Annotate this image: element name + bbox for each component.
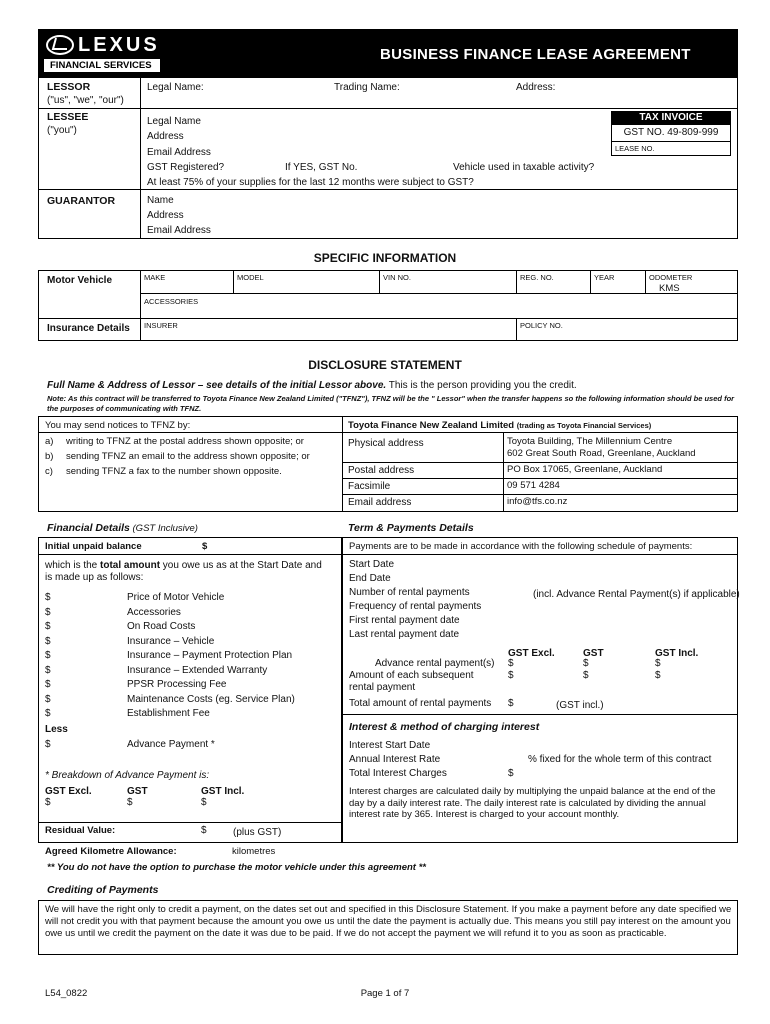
- lessee-label: LESSEE: [47, 111, 89, 123]
- specific-heading: SPECIFIC INFORMATION: [313, 251, 457, 265]
- guarantor-address[interactable]: Address: [147, 210, 184, 221]
- financial-services-text: FINANCIAL SERVICES: [50, 60, 152, 71]
- item-dollar-field[interactable]: $: [45, 592, 51, 603]
- each-subsequent-1: Amount of each subsequent: [349, 670, 474, 681]
- residual-dollar[interactable]: $: [201, 825, 207, 836]
- vin-field[interactable]: VIN NO.: [383, 273, 411, 282]
- lessee-sub: ("you"): [47, 125, 77, 136]
- num-payments[interactable]: Number of rental payments: [349, 587, 470, 598]
- lessee-supplies-question[interactable]: At least 75% of your supplies for the last 12 months were subject to GST?: [147, 177, 474, 188]
- lessor-trading-name[interactable]: Trading Name:: [334, 82, 400, 93]
- odometer-field[interactable]: ODOMETER: [649, 273, 693, 282]
- policy-field[interactable]: POLICY NO.: [520, 321, 563, 330]
- no-purchase-option: ** You do not have the option to purchase the motor vehicle under this agreement **: [47, 862, 427, 873]
- total-amount-desc: [45, 560, 322, 571]
- disclosure-heading: DISCLOSURE STATEMENT: [308, 358, 462, 372]
- each-subsequent-2: rental payment: [349, 682, 416, 693]
- guarantor-name[interactable]: Name: [147, 195, 174, 206]
- lessee-legal-name[interactable]: Legal Name: [147, 116, 201, 127]
- notice-item: writing to TFNZ at the postal address shown opposite; or: [66, 436, 304, 447]
- financial-item-label: On Road Costs: [127, 621, 196, 632]
- advance-dollar[interactable]: $: [45, 739, 51, 750]
- bd-gst-excl-dollar[interactable]: $: [45, 797, 51, 808]
- notice-key: a): [45, 436, 54, 447]
- subsequent-incl-dollar[interactable]: $: [655, 670, 661, 681]
- lessee-gst-registered[interactable]: GST Registered?: [147, 162, 225, 173]
- crediting-heading: Crediting of Payments: [47, 884, 159, 896]
- parties-box: [38, 77, 738, 239]
- item-dollar-field[interactable]: $: [45, 693, 51, 705]
- lessee-email[interactable]: Email Address: [147, 147, 211, 158]
- financial-item-label: Insurance – Payment Protection Plan: [127, 650, 293, 661]
- tfnz-name-line: [348, 420, 651, 431]
- notices-title: You may send notices to TFNZ by:: [45, 420, 191, 431]
- document-title: BUSINESS FINANCE LEASE AGREEMENT: [380, 46, 691, 63]
- notice-key: b): [45, 451, 54, 462]
- tfnz-note: Note: As this contract will be transferred to Toyota Finance New Zealand Limited ("TFNZ"), TFNZ will be the " Lessor" when the transfer happens so the following information should be used for the purposes of communicating with TFNZ.: [47, 394, 735, 413]
- lessor-disclosure-rest: This is the person providing you the credit.: [386, 380, 577, 391]
- financial-heading: Financial Details: [47, 522, 130, 534]
- financial-services-label: [44, 59, 160, 72]
- financial-item-label: Insurance – Vehicle: [127, 635, 215, 647]
- fax-number: 09 571 4284: [507, 480, 560, 491]
- bd-gst-dollar[interactable]: $: [127, 797, 133, 808]
- last-payment-date[interactable]: Last rental payment date: [349, 629, 460, 640]
- tfnz-name: Toyota Finance New Zealand Limited: [348, 420, 515, 431]
- make-field[interactable]: MAKE: [144, 273, 166, 282]
- initial-unpaid-dollar[interactable]: $: [202, 541, 208, 552]
- item-dollar-field[interactable]: $: [45, 679, 51, 690]
- advance-rental-label: Advance rental payment(s): [375, 658, 495, 669]
- advance-gst-dollar[interactable]: $: [583, 658, 589, 669]
- item-dollar-field[interactable]: $: [45, 664, 51, 676]
- postal-label: Postal address: [348, 465, 415, 476]
- email-label: Email address: [348, 497, 412, 508]
- km-allowance-label: Agreed Kilometre Allowance:: [45, 846, 177, 857]
- lessee-gst-no[interactable]: If YES, GST No.: [285, 162, 358, 173]
- guarantor-email[interactable]: Email Address: [147, 225, 211, 236]
- end-date[interactable]: End Date: [349, 573, 391, 584]
- lessee-address[interactable]: Address: [147, 131, 184, 142]
- advance-payment-label: Advance Payment *: [127, 739, 215, 750]
- lessee-vehicle-taxable[interactable]: Vehicle used in taxable activity?: [453, 162, 595, 173]
- incl-advance-note: (incl. Advance Rental Payment(s) if applicable): [533, 589, 740, 600]
- page-number: Page 1 of 7: [360, 988, 410, 999]
- bd-gst-incl-dollar[interactable]: $: [201, 797, 207, 808]
- physical-label: Physical address: [348, 438, 424, 449]
- reg-field[interactable]: REG. NO.: [520, 273, 554, 282]
- desc-bold: total amount: [100, 560, 161, 571]
- item-dollar-field[interactable]: $: [45, 621, 51, 632]
- financial-item-label: Maintenance Costs (eg. Service Plan): [127, 693, 295, 705]
- physical-address-2: 602 Great South Road, Greenlane, Auckland: [507, 448, 696, 459]
- model-field[interactable]: MODEL: [237, 273, 264, 282]
- term-gst-incl: GST Incl.: [655, 648, 699, 659]
- financial-heading-line: [47, 522, 198, 534]
- lease-no-field[interactable]: LEASE NO.: [615, 144, 655, 153]
- interest-method-text: Interest charges are calculated daily by multiplying the unpaid balance at the end of the day by a daily interest rate. The daily interest rate is calculated by dividing the annual interest rate by 365. Interest is charged to your account monthly.: [349, 786, 716, 820]
- advance-incl-dollar[interactable]: $: [655, 658, 661, 669]
- gst-number: GST NO. 49-809-999: [623, 127, 719, 138]
- form-code: L54_0822: [45, 988, 88, 999]
- bd-gst-incl: GST Incl.: [201, 786, 245, 797]
- fixed-rate-note: % fixed for the whole term of this contract: [528, 754, 712, 765]
- breakdown-label: * Breakdown of Advance Payment is:: [45, 770, 210, 781]
- item-dollar-field[interactable]: $: [45, 635, 51, 647]
- less-label: Less: [45, 724, 68, 735]
- item-dollar-field[interactable]: $: [45, 606, 51, 618]
- total-rental-dollar[interactable]: $: [508, 698, 514, 709]
- financial-item-label: Price of Motor Vehicle: [127, 592, 225, 603]
- kilometres-label: kilometres: [232, 846, 276, 857]
- accessories-field[interactable]: ACCESSORIES: [144, 297, 199, 306]
- notice-item: sending TFNZ an email to the address shown opposite; or: [66, 451, 310, 462]
- term-gst-excl: GST Excl.: [508, 648, 555, 659]
- postal-address: PO Box 17065, Greenlane, Auckland: [507, 464, 663, 475]
- total-interest-charges[interactable]: Total Interest Charges: [349, 768, 447, 779]
- notice-item: sending TFNZ a fax to the number shown opposite.: [66, 466, 282, 477]
- motor-vehicle-label: Motor Vehicle: [47, 275, 113, 286]
- lessor-address[interactable]: Address:: [516, 82, 556, 93]
- tfnz-email[interactable]: info@tfs.co.nz: [507, 496, 568, 507]
- lexus-logo: [44, 33, 168, 57]
- lessor-legal-name[interactable]: Legal Name:: [147, 82, 204, 93]
- residual-label: Residual Value:: [45, 825, 116, 836]
- lessor-label: LESSOR: [47, 81, 91, 93]
- financial-item-label: Establishment Fee: [127, 708, 210, 719]
- kms-label: KMS: [659, 283, 680, 294]
- subsequent-gst-dollar[interactable]: $: [583, 670, 589, 681]
- guarantor-label: GUARANTOR: [47, 195, 116, 207]
- gst-incl-paren: (GST incl.): [556, 700, 604, 711]
- interest-start-date[interactable]: Interest Start Date: [349, 740, 431, 751]
- financial-item-label: Accessories: [127, 606, 181, 618]
- plus-gst: (plus GST): [233, 827, 282, 838]
- item-dollar-field[interactable]: $: [45, 708, 51, 719]
- start-date[interactable]: Start Date: [349, 559, 395, 570]
- lessor-sub: ("us", "we", "our"): [47, 95, 124, 106]
- insurance-details-label: Insurance Details: [47, 323, 130, 334]
- advance-excl-dollar[interactable]: $: [508, 658, 514, 669]
- desc-line-2: is made up as follows:: [45, 572, 144, 583]
- interest-heading: Interest & method of charging interest: [349, 721, 540, 733]
- annual-interest-rate[interactable]: Annual Interest Rate: [349, 754, 441, 765]
- financial-item-label: PPSR Processing Fee: [127, 679, 227, 690]
- lessor-disclosure-bold: Full Name & Address of Lessor – see details of the initial Lessor above.: [47, 380, 387, 391]
- insurer-field[interactable]: INSURER: [144, 321, 178, 330]
- fax-label: Facsimile: [348, 481, 391, 492]
- financial-heading-sub: (GST Inclusive): [129, 523, 198, 534]
- first-payment-date[interactable]: First rental payment date: [349, 615, 460, 626]
- payment-frequency[interactable]: Frequency of rental payments: [349, 601, 482, 612]
- year-field[interactable]: YEAR: [594, 273, 615, 282]
- brand-text: LEXUS: [78, 34, 160, 56]
- subsequent-excl-dollar[interactable]: $: [508, 670, 514, 681]
- item-dollar-field[interactable]: $: [45, 650, 51, 661]
- desc-part-1: which is the: [45, 560, 101, 571]
- total-rental-label: Total amount of rental payments: [349, 698, 492, 709]
- interest-dollar[interactable]: $: [508, 768, 514, 779]
- lessor-disclosure-line: [47, 380, 577, 391]
- desc-part-2: you owe us as at the Start Date and: [160, 560, 322, 571]
- initial-unpaid-label: Initial unpaid balance: [45, 541, 142, 552]
- tfnz-trading: (trading as Toyota Financial Services): [516, 421, 652, 430]
- crediting-text: We will have the right only to credit a payment, on the dates set out and specified in this Disclosure Statement. If you make a payment before any date specified we will not credit you with that payment because the amount you owe us until the date the payment is actually due. This means you still pay interest on the amount you owe us until we credit the payment on the date it was due to be paid. If we do not accept the payment we will refund it to you as soon as practicable.: [45, 904, 732, 939]
- financial-item-label: Insurance – Extended Warranty: [127, 664, 268, 676]
- term-heading: Term & Payments Details: [348, 522, 474, 534]
- bd-gst-excl: GST Excl.: [45, 786, 92, 797]
- term-gst: GST: [583, 648, 604, 659]
- notice-key: c): [45, 466, 53, 477]
- physical-address-1: Toyota Building, The Millennium Centre: [507, 436, 673, 447]
- tax-invoice-title: TAX INVOICE: [611, 111, 731, 125]
- bd-gst: GST: [127, 786, 148, 797]
- schedule-text: Payments are to be made in accordance with the following schedule of payments:: [349, 541, 693, 552]
